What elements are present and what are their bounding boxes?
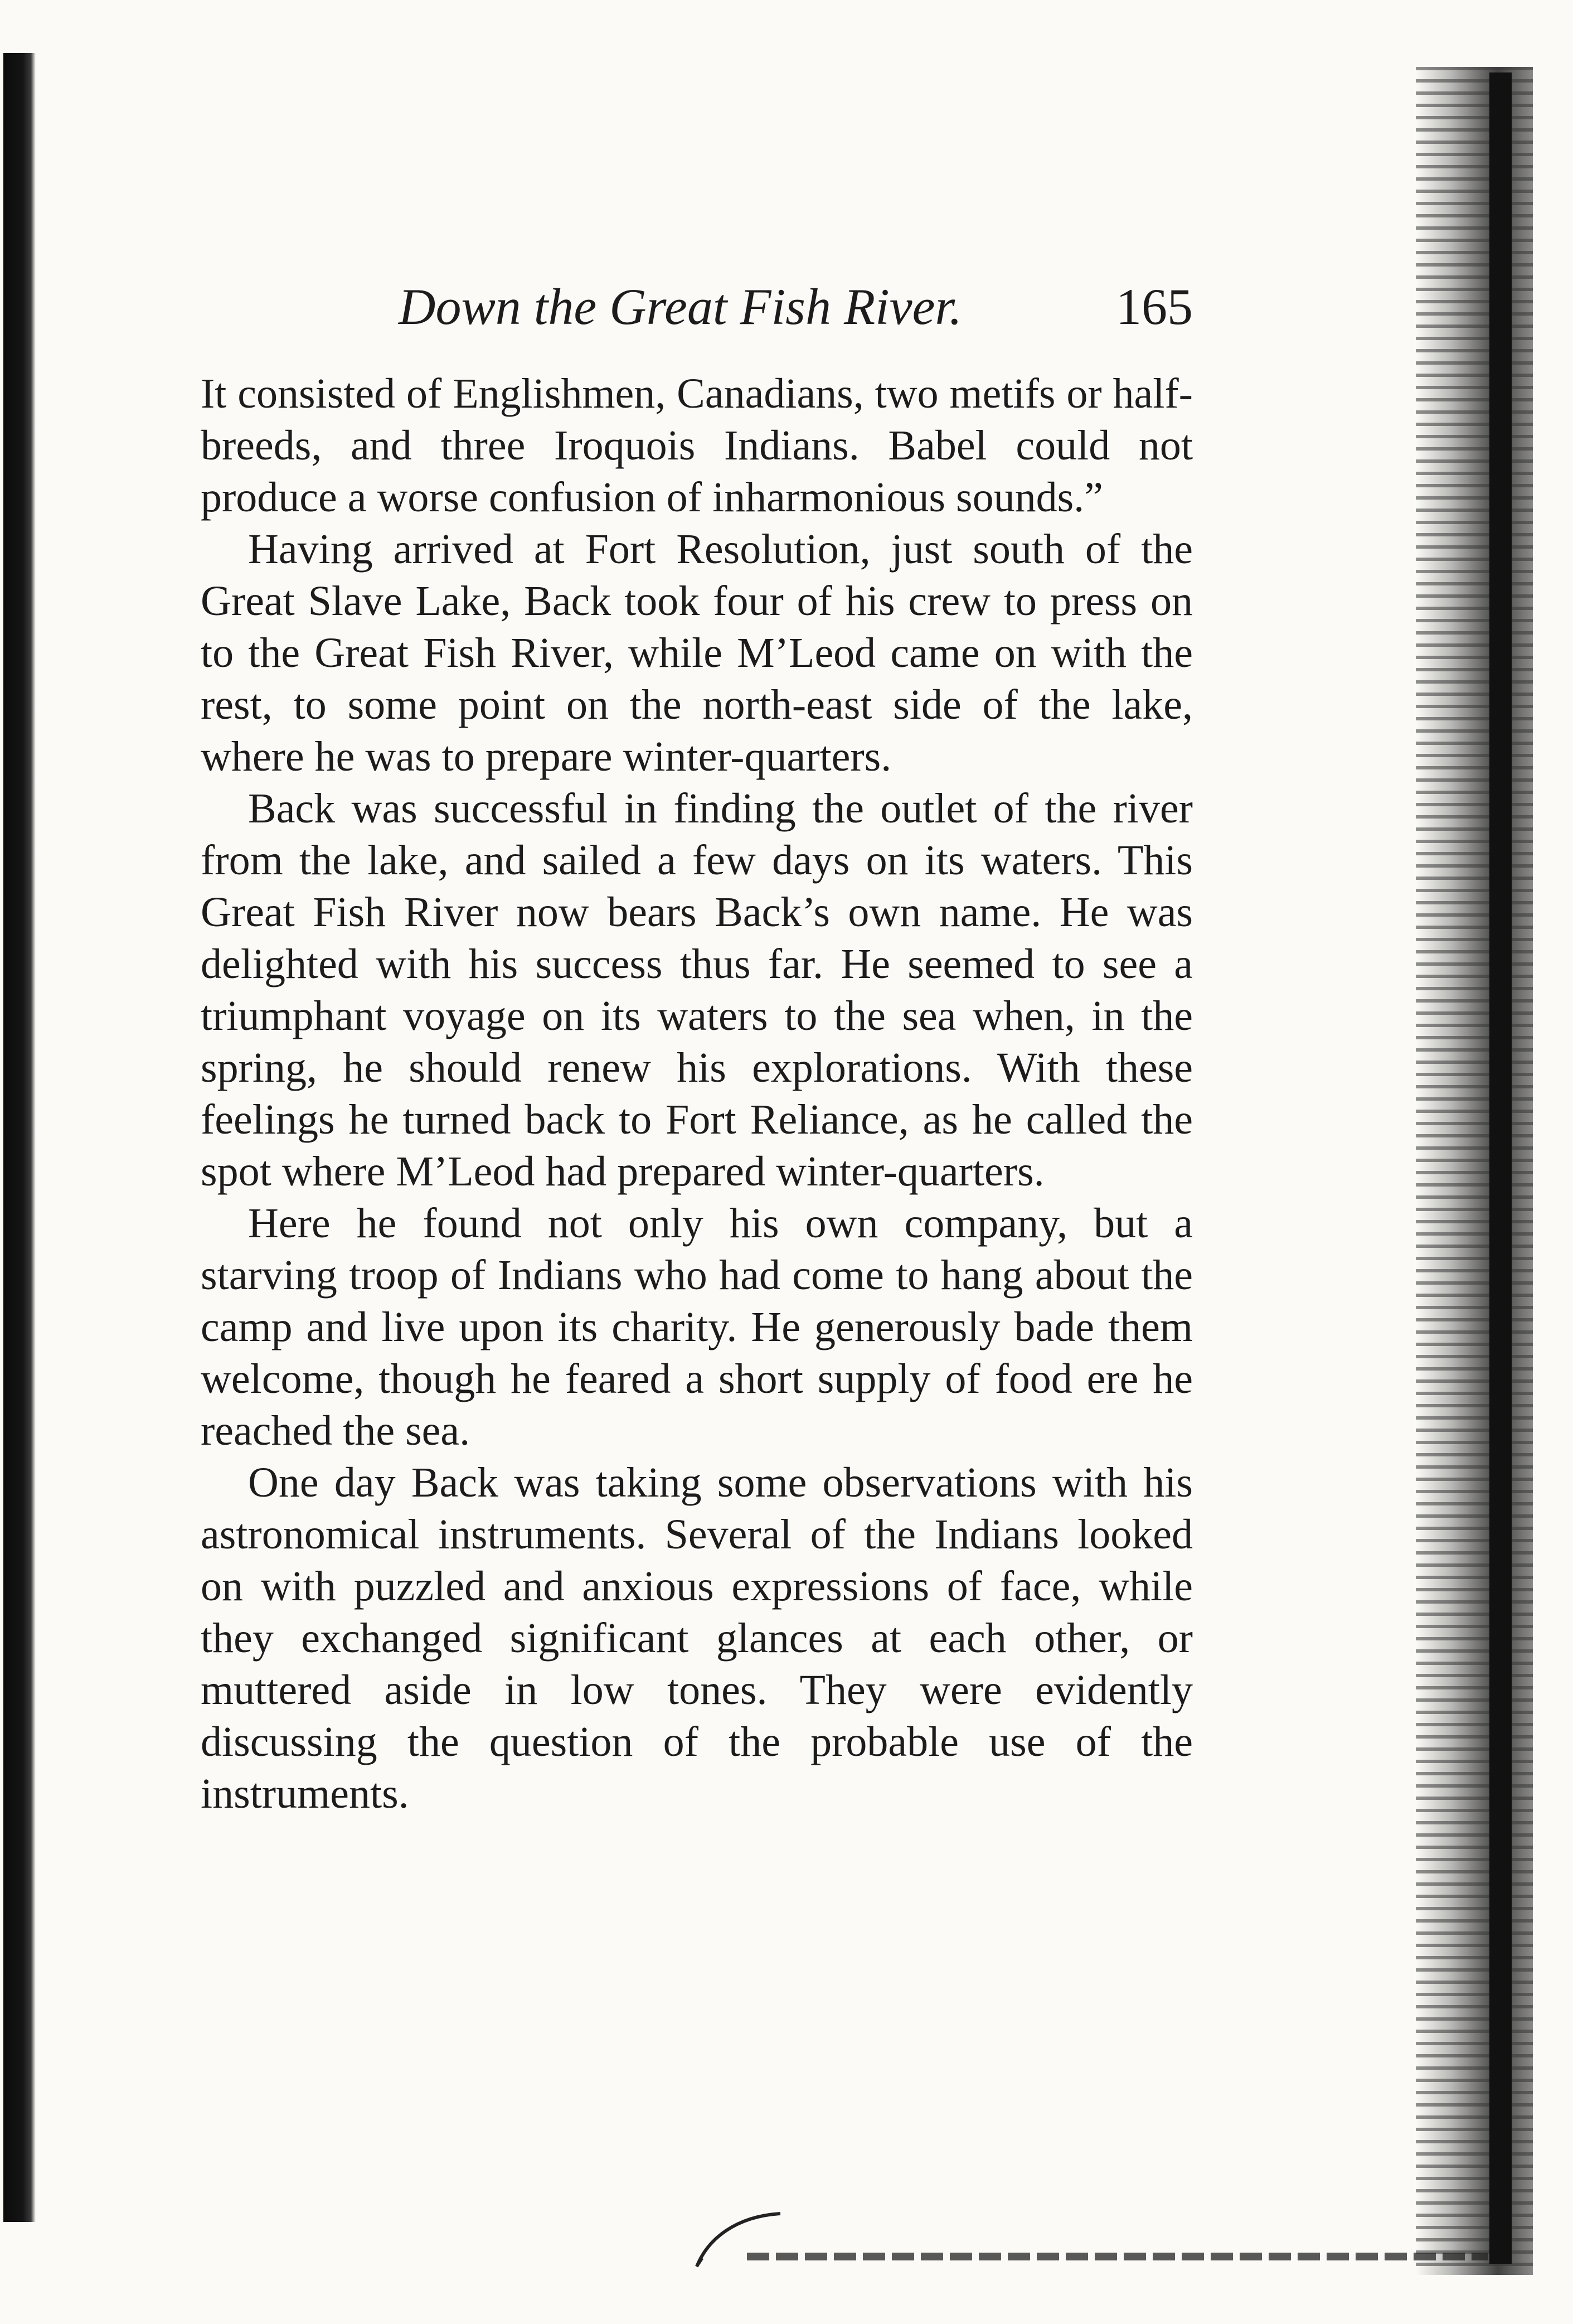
page-header	[201, 273, 1193, 346]
book-binding-shadow-right	[1416, 67, 1533, 2275]
paragraph-3: Back was successful in finding the outlet of the river from the lake, and sailed a few days on its waters. This Great Fish River now bears Back’s own name. He was delighted with his success thus far. He seemed to see a triumphant voyage on its waters to the sea when, in the spring, he should renew his explorations. With these feelings he turned back to Fort Reliance, as he called the spot where M’Leod had prepared winter-quarters.	[201, 785, 1193, 1195]
bottom-edge-marks	[747, 2253, 1488, 2260]
paragraph-4: Here he found not only his own company, but a starving troop of Indians who had come to hang about the camp and live upon its charity. He generously bade them welcome, though he feared a short supply of food ere he reached the sea.	[201, 1200, 1193, 1454]
body-text	[201, 368, 1193, 1820]
running-title: Down the Great Fish River.	[399, 278, 963, 335]
pen-flourish-mark	[686, 2205, 797, 2272]
book-binding-shadow-left	[3, 53, 36, 2222]
book-edge-right	[1489, 72, 1512, 2264]
page-number: 165	[1116, 278, 1193, 335]
paragraph-2: Having arrived at Fort Resolution, just south of the Great Slave Lake, Back took four of his crew to press on to the Great Fish River, while M’Leod came on with the rest, to some point on the north-east side of the lake, where he was to prepare winter-quarters.	[201, 526, 1193, 780]
paragraph-5: One day Back was taking some observations with his astronomical instruments. Several of the Indians looked on with puzzled and anxious expressions of face, while they exchanged significant glances at each other, or muttered aside in low tones. They were evidently discussing the question of the probable use of the instruments.	[201, 1459, 1193, 1817]
paragraph-1: It consisted of Englishmen, Canadians, two metifs or half-breeds, and three Iroquois Indians. Babel could not produce a worse confusion of inharmonious sounds.”	[201, 370, 1193, 521]
